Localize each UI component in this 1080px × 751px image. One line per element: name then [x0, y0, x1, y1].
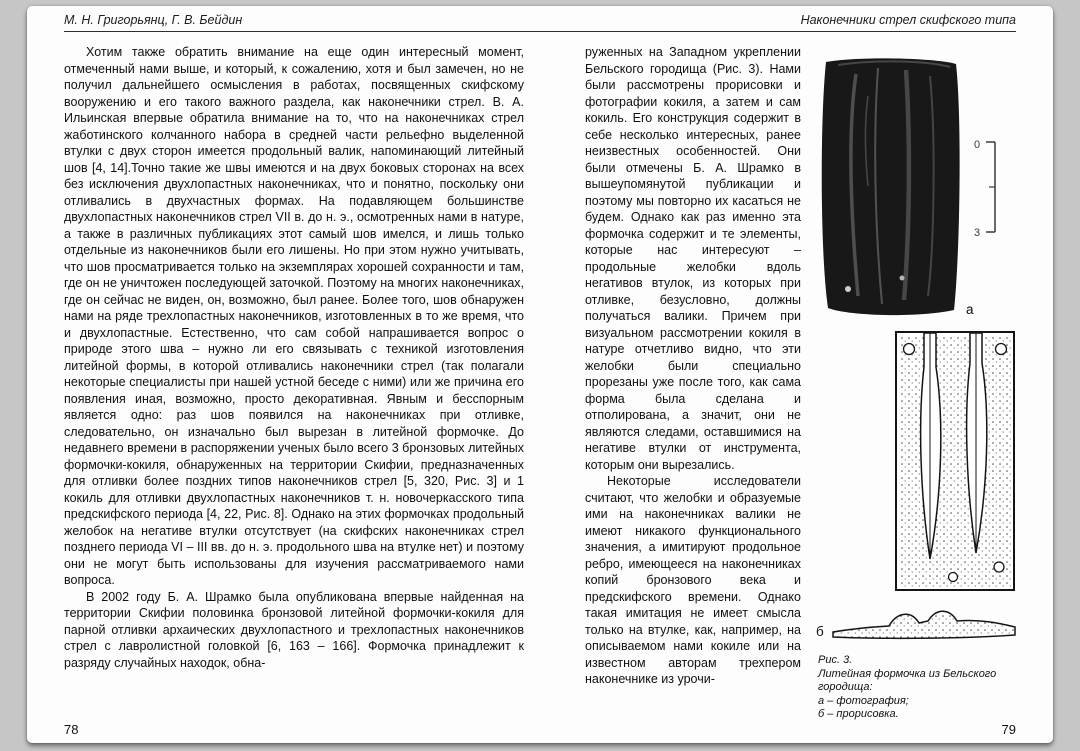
running-header-title: Наконечники стрел скифского типа — [800, 13, 1016, 27]
scale-top-label: 0 — [974, 139, 981, 151]
left-page-text-column — [64, 44, 524, 720]
figure-label-a: а — [966, 302, 974, 317]
page-number-left: 78 — [64, 722, 79, 737]
running-header-authors: М. Н. Григорьянц, Г. В. Бейдин — [64, 13, 243, 27]
figure-label-b: б — [816, 624, 824, 639]
mould-photo-graphic — [818, 56, 964, 320]
figure-caption — [818, 654, 1016, 722]
mould-drawing-graphic — [893, 329, 1019, 597]
figure-caption-item-b: б – прорисовка. — [818, 708, 899, 720]
profile-graphic — [829, 600, 1019, 644]
paragraph: В 2002 году Б. А. Шрамко была опубликована впервые найденная на территории Скифии половинка бронзовой литейной формочки-кокиля для парной отливки архаических двухлопастного и трехлопастных наконечников стрел с лавролистной головкой [6, 163 – 166]. Формочка принадлежит к разряду случайных находок, обна- — [64, 589, 524, 670]
figure-caption-number: Рис. 3. — [818, 654, 853, 666]
paragraph: Некоторые исследователи считают, что желобки и образуемые ими на наконечниках валики не имеют никакого функционального значения, а имитируют продольное ребро, имеющееся на наконечниках копий бронзового века и предскифского времени. Однако такая имитация не имеет смысла только на втулке, как, например, на описываемом нами кокиле или на известном авторам трехпером наконечнике из урочи- — [585, 474, 801, 686]
paragraph: руженных на Западном укреплении Бельского городища (Рис. 3). Нами были рассмотрены прорисовки и фотографии кокиля, а затем и сам кокиль. Его конструкция содержит в себе несколько интересных, ранее неизвестных особенностей. Они были отмечены Б. А. Шрамко в вышеупомянутой публикации и поэтому мы повторно их касаться не будем. Однако как раз именно эта формочка содержит и те элементы, которые нас интересуют – продольные желобки вдоль негативов втулок, из которых при отливке, безусловно, должны получаться валики. Причем при визуальном рассмотрении кокиля в натуре отчетливо видно, что эти желобки были специально прорезаны уже после того, как сама форма была сделана и отполирована, а значит, они не являются следами, оставшимися на негативе втулки от инструмента, которым они вырезались. — [585, 45, 801, 472]
figure-drawing-mould — [893, 329, 1019, 597]
paragraph: Хотим также обратить внимание на еще один интересный момент, отмеченный нами выше, и который, к сожалению, хотя и был замечен, но не получил дальнейшего осмысления в работах, посвященных скифскому вооружению и его такого важного раздела, как наконечники стрел. В. А. Ильинская впервые обратила внимание на то, что на наконечниках стрел жаботинского колчанного набора в средней части рельефно выделенной втулки с двух сторон имеется продольный валик, напоминающий литейный шов [4, 14].Точно такие же швы имеются и на двух боковых сторонах на всех без исключения двухлопастных наконечниках, что и понятно, поскольку они отливались в двухчастных формах. На подавляющем большинстве двухлопастных наконечников стрел VII в. до н. э., осмотренных нами в натуре, а также в различных публикациях этот самый шов имелся, и лишь только отдельные из наконечников были его лишены. Но при этом нужно учитывать, что шов просматривается только на экземплярах хорошей сохранности и там, где он не уничтожен последующей заточкой. Поэтому на многих наконечниках, где он сейчас не виден, он, возможно, был ранее. Более того, шов обнаружен нами на ряде трехлопастных наконечников, изготовленных в то же время, что и двухлопастные. Естественно, что сам собой напрашивается вопрос о природе этого шва – нужно ли его связывать с техникой изготовления литейной формы, в которой отливались наконечники стрел (так полагали некоторые специалисты при нашей устной беседе с ними) или же причина его появления иная, возможно, просто декоративная. Явным и бесспорным является одно: раз шов появился на наконечниках при отливке, следовательно, он изначально был вырезан в литейной формочке. До недавнего времени в распоряжении ученых было всего 3 бронзовых литейных формочки-кокиля, обнаруженных на территории Скифии, предназначенных для отливки более поздних типов наконечников стрел [5, 320, Рис. 3] и 1 кокиль для отливки двухлопастных наконечников т. н. новочеркасского типа предскифского периода [4, 22, Рис. 8]. Однако на этих формочках продольный желобок на негативе втулки отсутствует (на скифских наконечниках стрел позднего периода VI – III вв. до н. э. продольного шва на втулке нет) и поэтому они не могут быть использованы для изучения рассматриваемого нами вопроса. — [64, 45, 524, 587]
book-spread — [27, 6, 1053, 743]
header-rule — [64, 31, 1016, 32]
figure-photo-mould — [818, 56, 964, 320]
photo-scale-icon — [971, 134, 1011, 240]
figure-caption-item-a: а – фотография; — [818, 694, 909, 707]
scale-bottom-label: 3 — [974, 227, 981, 239]
figure-caption-text: Литейная формочка из Бельского городища: — [818, 667, 997, 693]
page-number-right: 79 — [1001, 722, 1016, 737]
right-page-text-column — [585, 44, 801, 720]
scale-graphic — [971, 134, 1011, 240]
figure-profile-sketch — [829, 600, 1019, 644]
